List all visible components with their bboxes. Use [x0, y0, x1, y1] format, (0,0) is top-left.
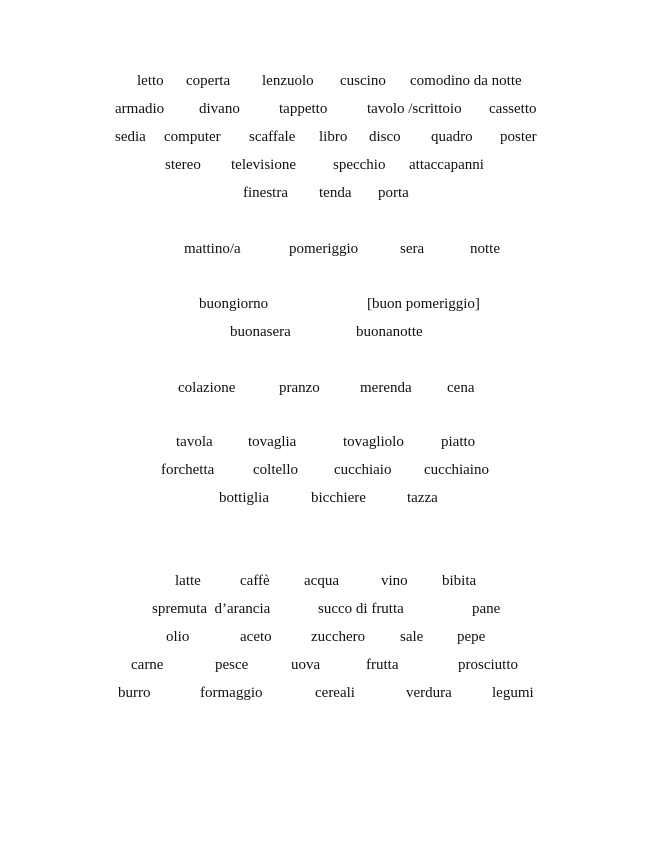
vocab-word: scaffale	[249, 129, 296, 145]
vocab-word: carne	[131, 657, 164, 673]
vocab-word: succo di frutta	[318, 601, 404, 617]
vocab-word: sera	[400, 241, 425, 257]
vocab-word: legumi	[492, 685, 534, 701]
vocab-word: [buon pomeriggio]	[367, 296, 480, 312]
vocab-word: poster	[500, 129, 537, 145]
vocab-word: piatto	[441, 434, 476, 450]
vocab-word: bottiglia	[219, 490, 269, 506]
vocab-word: cereali	[315, 685, 355, 701]
vocab-word: coperta	[186, 73, 231, 89]
vocab-word: buonanotte	[356, 324, 423, 340]
vocab-word: tavolo /scrittoio	[367, 101, 462, 117]
vocab-word: colazione	[178, 380, 236, 396]
vocab-word: quadro	[431, 129, 473, 145]
vocab-word: finestra	[243, 185, 288, 201]
vocab-word: pesce	[215, 657, 249, 673]
vocab-word: spremuta d’arancia	[152, 601, 271, 617]
vocab-word: tovaglia	[248, 434, 297, 450]
vocab-word: verdura	[406, 685, 452, 701]
vocab-word: bibita	[442, 573, 477, 589]
vocab-word: attaccapanni	[409, 157, 484, 173]
vocab-word: latte	[175, 573, 201, 589]
vocab-word: lenzuolo	[262, 73, 314, 89]
vocab-word: pranzo	[279, 380, 320, 396]
vocab-word: specchio	[333, 157, 386, 173]
vocab-word: armadio	[115, 101, 165, 117]
vocab-word: cuscino	[340, 73, 386, 89]
vocab-word: mattino/a	[184, 241, 241, 257]
vocab-word: aceto	[240, 629, 272, 645]
vocab-word: uova	[291, 657, 321, 673]
vocab-word: merenda	[360, 380, 412, 396]
vocab-word: pane	[472, 601, 501, 617]
vocab-word: comodino da notte	[410, 73, 522, 89]
vocab-word: buonasera	[230, 324, 291, 340]
vocab-word: olio	[166, 629, 190, 645]
vocab-word: buongiorno	[199, 296, 269, 312]
vocab-word: tovagliolo	[343, 434, 404, 450]
vocab-word: vino	[381, 573, 408, 589]
vocab-word: tazza	[407, 490, 438, 506]
vocab-word: pomeriggio	[289, 241, 359, 257]
vocab-word: tavola	[176, 434, 213, 450]
vocab-word: formaggio	[200, 685, 263, 701]
vocab-word: coltello	[253, 462, 298, 478]
vocab-word: letto	[137, 73, 164, 89]
vocab-word: prosciutto	[458, 657, 518, 673]
vocab-word: burro	[118, 685, 151, 701]
vocab-word: tappetto	[279, 101, 328, 117]
vocab-word: sale	[400, 629, 424, 645]
vocab-word: porta	[378, 185, 409, 201]
vocab-word: cena	[447, 380, 475, 396]
vocab-word: stereo	[165, 157, 201, 173]
vocab-word: bicchiere	[311, 490, 366, 506]
vocab-word: televisione	[231, 157, 296, 173]
vocab-word: divano	[199, 101, 240, 117]
vocab-word: notte	[470, 241, 500, 257]
vocab-word: cassetto	[489, 101, 537, 117]
vocab-word: cucchiaio	[334, 462, 392, 478]
vocab-word: zucchero	[311, 629, 366, 645]
vocab-word: forchetta	[161, 462, 215, 478]
vocab-word: acqua	[304, 573, 339, 589]
vocab-word: sedia	[115, 129, 146, 145]
vocab-word: cucchiaino	[424, 462, 489, 478]
vocab-word: frutta	[366, 657, 399, 673]
vocab-word: caffè	[240, 573, 270, 589]
vocab-word: tenda	[319, 185, 352, 201]
vocab-word: pepe	[457, 629, 486, 645]
vocab-word: disco	[369, 129, 401, 145]
vocab-word: computer	[164, 129, 221, 145]
vocab-word: libro	[319, 129, 348, 145]
